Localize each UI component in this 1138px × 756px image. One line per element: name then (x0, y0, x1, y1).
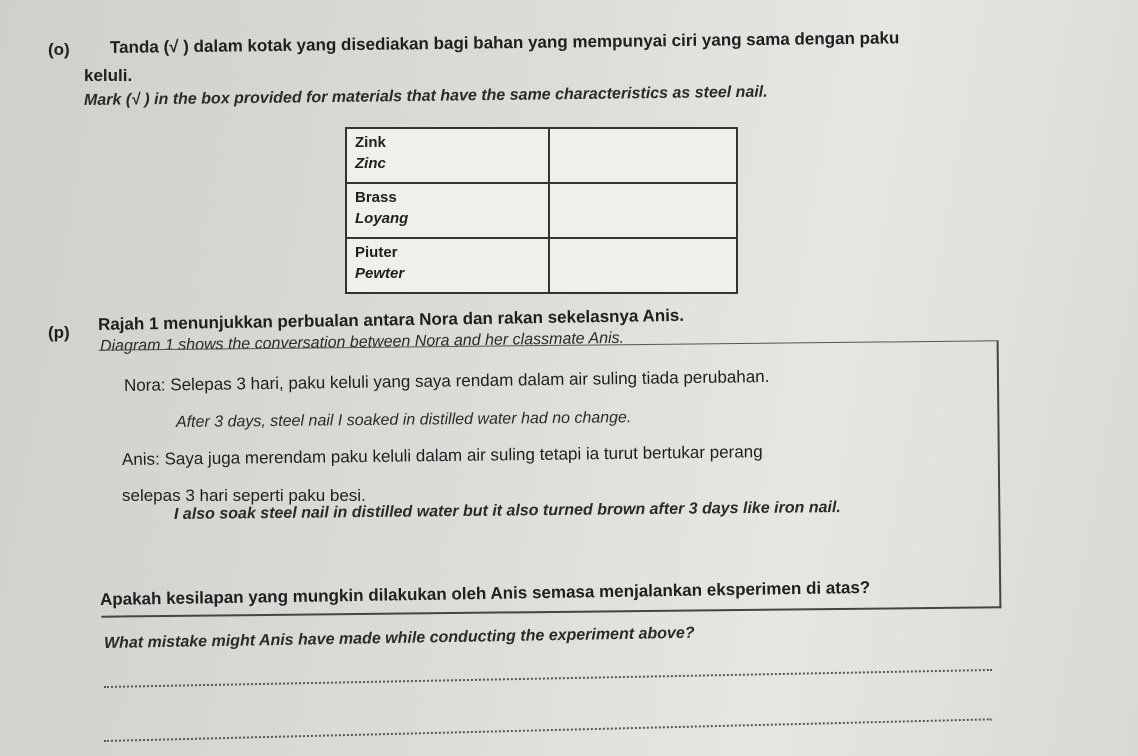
question-o-ms-line2: keluli. (84, 66, 133, 85)
question-p-ms-intro: Rajah 1 menunjukkan perbualan antara Nora dan rakan sekelasnya Anis. (97, 305, 685, 334)
nora-en-text: After 3 days, steel nail I soaked in distilled water had no change. (175, 409, 632, 431)
anis-ms-text-line2: selepas 3 hari seperti paku besi. (122, 486, 366, 505)
question-o-ms-line1: Tanda (√ ) dalam kotak yang disediakan bagi bahan yang mempunyai ciri yang sama dengan paku (109, 28, 900, 57)
materials-table (345, 127, 738, 294)
material-name-ms: Piuter (355, 244, 398, 261)
material-name-en: Pewter (355, 265, 405, 282)
question-o-label: (o) (48, 40, 70, 59)
question-p-en-ask: What mistake might Anis have made while conducting the experiment above? (103, 624, 695, 652)
question-p-en-intro: Diagram 1 shows the conversation between Nora and her classmate Anis. (99, 329, 625, 355)
question-p-label: (p) (48, 323, 70, 342)
anis-ms-text-line1: Anis: Saya juga merendam paku keluli dalam air suling tetapi ia turut bertukar perang (121, 442, 763, 469)
material-cell (346, 238, 549, 293)
anis-en-text: I also soak steel nail in distilled water but it also turned brown after 3 days like iron nail. (173, 499, 841, 523)
question-o-en-line: Mark (√ ) in the box provided for materials that have the same characteristics as steel nail. (83, 83, 768, 109)
material-cell (346, 183, 549, 238)
question-p-ms-ask: Apakah kesilapan yang mungkin dilakukan oleh Anis semasa menjalankan eksperimen di atas? (99, 577, 871, 609)
answer-line-1[interactable] (104, 669, 992, 688)
table-row (346, 238, 737, 293)
table-row (346, 183, 737, 238)
table-row (346, 128, 737, 183)
material-name-en: Zinc (355, 155, 386, 172)
answer-checkbox-piuter[interactable] (549, 238, 737, 293)
material-name-ms: Zink (355, 134, 386, 151)
answer-checkbox-zink[interactable] (549, 128, 737, 183)
nora-ms-text: Nora: Selepas 3 hari, paku keluli yang saya rendam dalam air suling tiada perubahan. (123, 366, 770, 395)
material-cell (346, 128, 549, 183)
answer-checkbox-brass[interactable] (549, 183, 737, 238)
material-name-ms: Brass (355, 189, 397, 206)
answer-line-2[interactable] (104, 718, 992, 742)
material-name-en: Loyang (355, 210, 409, 227)
